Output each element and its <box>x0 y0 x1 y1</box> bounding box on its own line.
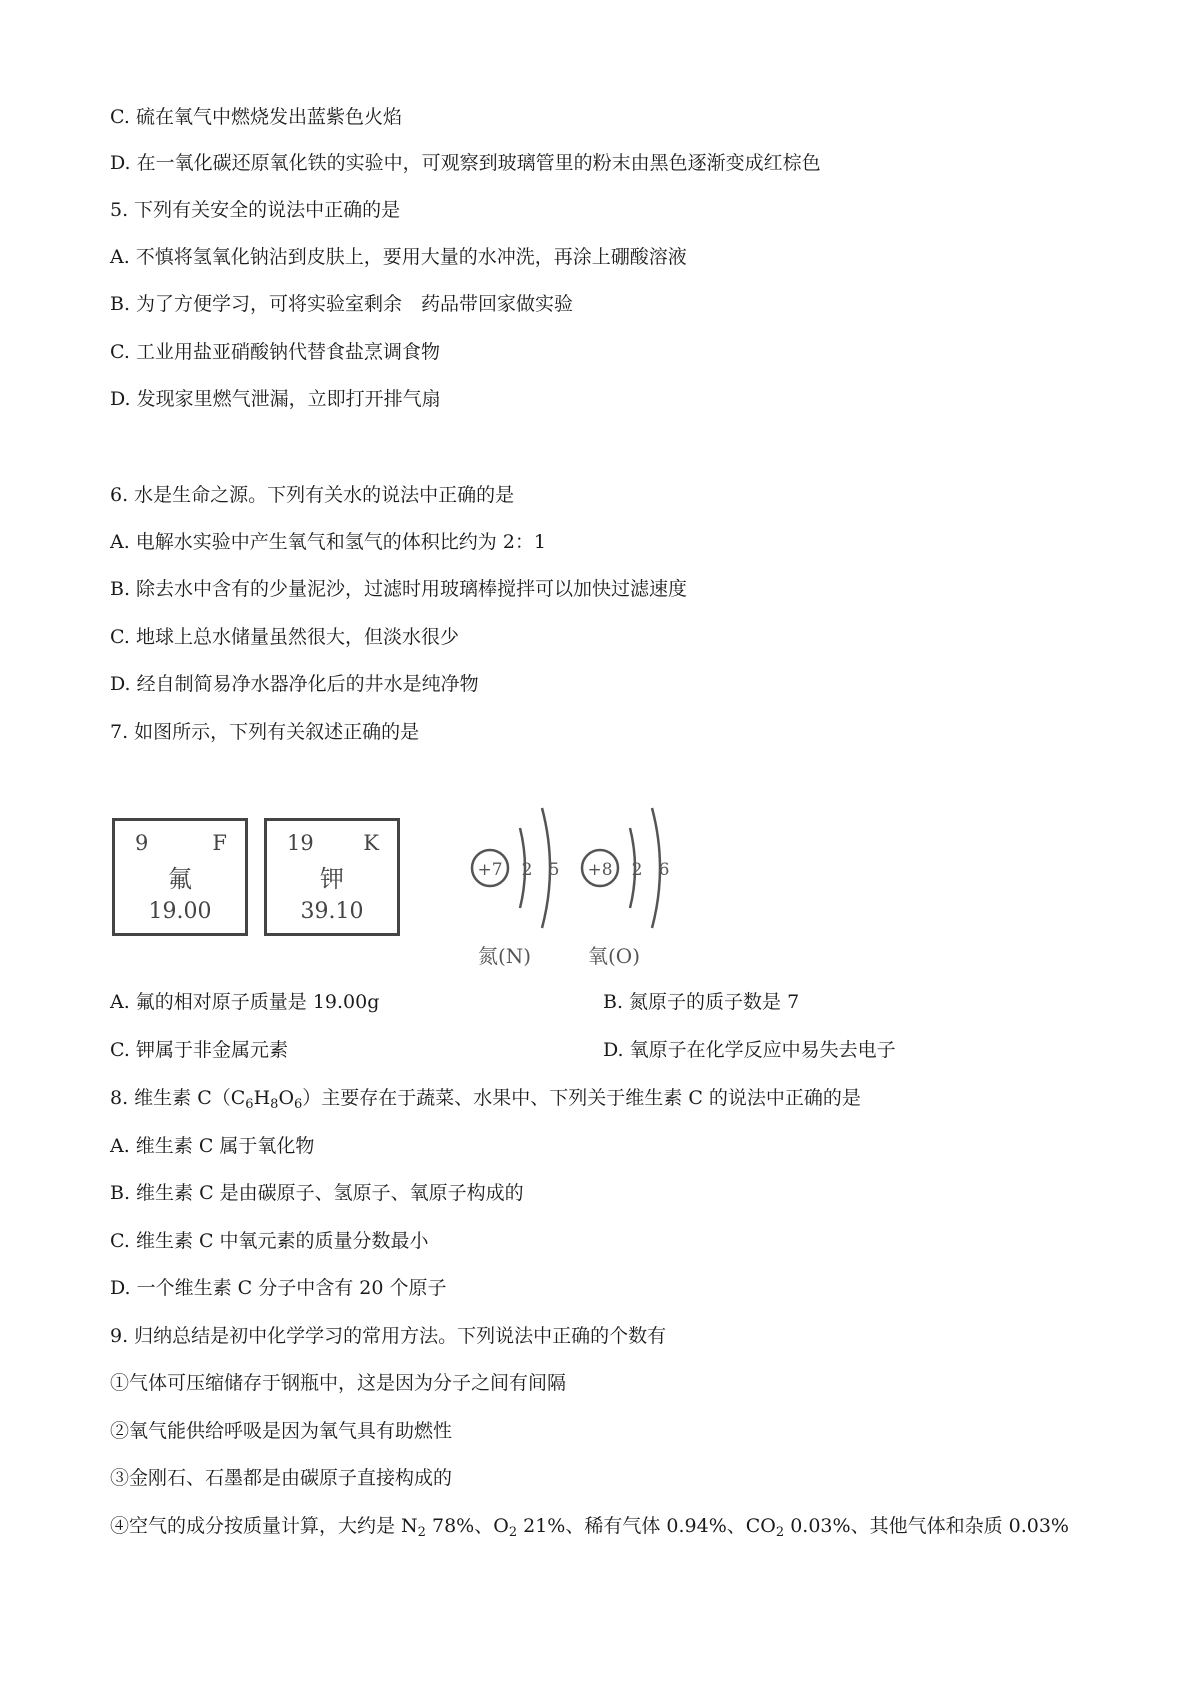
q6-option-c: C. 地球上总水储量虽然很大，但淡水很少 <box>110 626 459 648</box>
q9-stem: 9. 归纳总结是初中化学学习的常用方法。下列说法中正确的个数有 <box>110 1325 667 1347</box>
q6-stem: 6. 水是生命之源。下列有关水的说法中正确的是 <box>110 484 515 506</box>
atomic-structure-diagram <box>470 783 700 933</box>
q7-option-d: D. 氧原子在化学反应中易失去电子 <box>603 1039 896 1061</box>
formula-subscript: 2 <box>508 1525 518 1540</box>
nitrogen-shell-2-count: 5 <box>548 860 560 880</box>
formula-subscript: 2 <box>775 1525 785 1540</box>
q4-option-d: D. 在一氧化碳还原氧化铁的实验中，可观察到玻璃管里的粉末由黑色逐渐变成红棕色 <box>110 152 821 174</box>
formula-subscript: 6 <box>245 1097 254 1112</box>
oxygen-nucleus-charge: +8 <box>587 860 613 880</box>
element-symbol: F <box>212 831 227 855</box>
q7-option-c: C. 钾属于非金属元素 <box>110 1039 288 1061</box>
q9-item-4-part: 0.03%、其他气体和杂质 0.03% <box>784 1515 1069 1537</box>
atomic-number: 9 <box>135 831 149 855</box>
q8-stem <box>110 1086 861 1110</box>
q7-stem: 7. 如图所示，下列有关叙述正确的是 <box>110 721 420 743</box>
q8-stem-prefix: 8. 维生素 C（C <box>110 1087 246 1109</box>
q9-item-4 <box>110 1514 1069 1538</box>
q7-option-a: A. 氟的相对原子质量是 19.00g <box>110 991 380 1013</box>
q6-option-b: B. 除去水中含有的少量泥沙，过滤时用玻璃棒搅拌可以加快过滤速度 <box>110 578 688 600</box>
oxygen-label: 氧(O) <box>588 944 641 968</box>
q9-item-4-part: 78%、O <box>425 1515 509 1537</box>
formula-element: H <box>253 1087 271 1109</box>
q7-option-b: B. 氮原子的质子数是 7 <box>603 991 800 1013</box>
element-name: 氟 <box>168 865 192 893</box>
oxygen-shell-1-count: 2 <box>631 860 643 880</box>
formula-subscript: 8 <box>270 1097 279 1112</box>
nitrogen-shell-1-count: 2 <box>521 860 533 880</box>
atomic-number: 19 <box>287 831 314 855</box>
q6-option-a: A. 电解水实验中产生氧气和氢气的体积比约为 2：1 <box>110 531 547 553</box>
q9-item-2: ②氧气能供给呼吸是因为氧气具有助燃性 <box>110 1420 453 1442</box>
q5-option-b: B. 为了方便学习，可将实验室剩余 药品带回家做实验 <box>110 293 574 315</box>
q5-stem: 5. 下列有关安全的说法中正确的是 <box>110 199 401 221</box>
q8-option-d: D. 一个维生素 C 分子中含有 20 个原子 <box>110 1277 447 1299</box>
formula-subscript: 2 <box>417 1525 426 1540</box>
atomic-mass: 19.00 <box>148 899 212 924</box>
formula-subscript: 6 <box>294 1097 303 1112</box>
q6-option-d: D. 经自制简易净水器净化后的井水是纯净物 <box>110 673 479 695</box>
oxygen-shell-2-count: 6 <box>658 860 670 880</box>
q9-item-4-part: ④空气的成分按质量计算，大约是 N <box>110 1515 418 1537</box>
q4-option-c: C. 硫在氧气中燃烧发出蓝紫色火焰 <box>110 106 402 128</box>
nitrogen-label: 氮(N) <box>478 944 532 968</box>
element-tile-potassium <box>264 818 400 936</box>
q5-option-d: D. 发现家里燃气泄漏，立即打开排气扇 <box>110 388 441 410</box>
q5-option-c: C. 工业用盐亚硝酸钠代替食盐烹调食物 <box>110 341 440 363</box>
q9-item-3: ③金刚石、石墨都是由碳原子直接构成的 <box>110 1467 453 1489</box>
atomic-mass: 39.10 <box>300 899 364 924</box>
nitrogen-nucleus-charge: +7 <box>477 860 503 880</box>
q8-option-a: A. 维生素 C 属于氧化物 <box>110 1135 315 1157</box>
q8-option-b: B. 维生素 C 是由碳原子、氢原子、氧原子构成的 <box>110 1182 524 1204</box>
q9-item-1: ①气体可压缩储存于钢瓶中，这是因为分子之间有间隔 <box>110 1372 567 1394</box>
q9-item-4-part: 21%、稀有气体 0.94%、CO <box>517 1515 776 1537</box>
q8-option-c: C. 维生素 C 中氧元素的质量分数最小 <box>110 1230 429 1252</box>
element-name: 钾 <box>320 865 344 893</box>
q8-stem-suffix: ）主要存在于蔬菜、水果中、下列关于维生素 C 的说法中正确的是 <box>302 1087 861 1109</box>
formula-element: O <box>278 1087 295 1109</box>
element-tile-fluorine <box>112 818 248 936</box>
element-symbol: K <box>363 831 379 855</box>
q5-option-a: A. 不慎将氢氧化钠沾到皮肤上，要用大量的水冲洗，再涂上硼酸溶液 <box>110 246 687 268</box>
